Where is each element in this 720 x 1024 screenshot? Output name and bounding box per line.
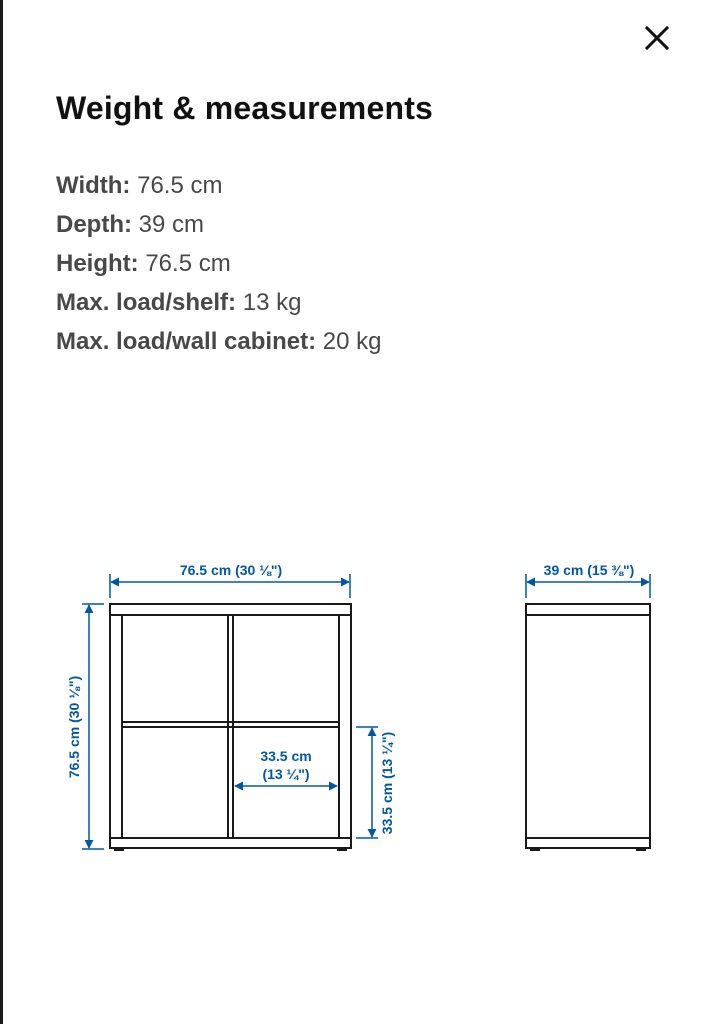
front-plinth — [110, 838, 351, 848]
spec-value: 39 cm — [138, 211, 205, 238]
side-top-panel — [526, 604, 650, 615]
front-view — [110, 604, 351, 850]
spec-label: Max. load/wall cabinet: — [56, 328, 317, 355]
spec-value: 76.5 cm — [137, 172, 223, 199]
side-body — [526, 615, 650, 838]
dialog-title: Weight & measurements — [56, 90, 434, 126]
spec-label: Width: — [56, 172, 131, 199]
spec-value: 76.5 cm — [145, 250, 231, 277]
spec-value: 20 kg — [322, 328, 382, 355]
compartment-width-label-line2: (13 ¼") — [262, 766, 310, 782]
side-plinth — [526, 838, 650, 848]
compartment-height-dimension — [356, 727, 378, 838]
side-view — [526, 604, 650, 850]
compartment-height-label: 33.5 cm (13 ¼") — [379, 731, 395, 835]
spec-value: 13 kg — [242, 289, 302, 316]
spec-label: Max. load/shelf: — [56, 289, 237, 316]
front-top-panel — [110, 604, 351, 615]
spec-label: Height: — [56, 250, 139, 277]
compartment-width-label-line1: 33.5 cm — [260, 748, 312, 764]
front-height-dimension — [82, 604, 104, 849]
front-width-label: 76.5 cm (30 ⅛") — [179, 562, 283, 578]
spec-label: Depth: — [56, 211, 132, 238]
front-height-label: 76.5 cm (30 ⅛") — [66, 675, 82, 779]
side-depth-label: 39 cm (15 ⅜") — [543, 562, 635, 578]
